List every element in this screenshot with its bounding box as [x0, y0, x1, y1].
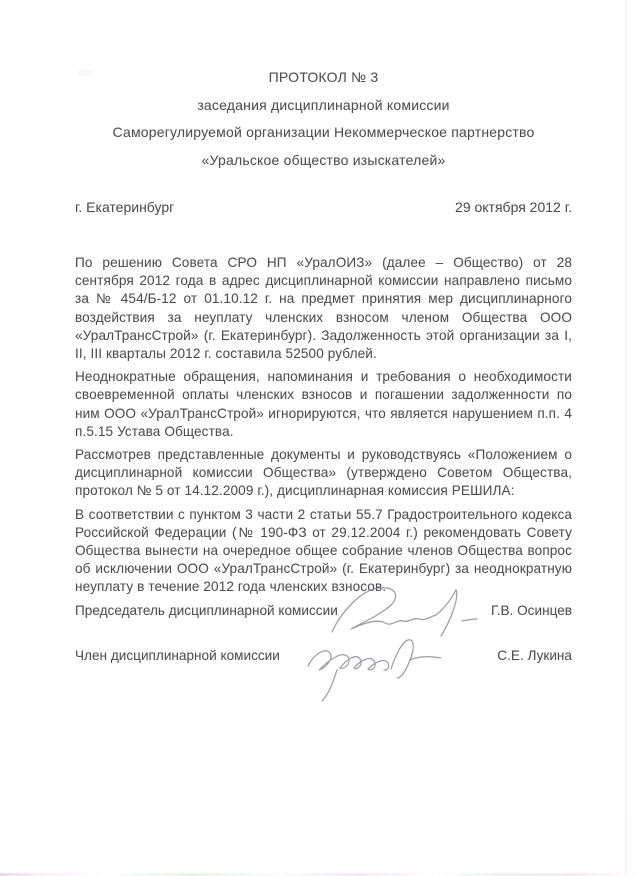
dateline-city: г. Екатеринбург: [75, 199, 175, 215]
signature-row-member: [75, 648, 572, 663]
document-subtitle-commission: заседания дисциплинарной комиссии: [197, 96, 450, 113]
document-header: [75, 64, 572, 174]
document-subtitle-society: «Уральское общество изыскателей»: [201, 151, 446, 168]
dateline: [75, 199, 572, 215]
dateline-date: 29 октября 2012 г.: [455, 199, 572, 215]
paragraph-commission-resolved: Рассмотрев представленные документы и руководствуясь «Положением о дисциплинарной комиссии Общества» (утверждено Советом Общества, протокол № 5 от 14.12.2009 г.), дисциплинарная комиссия РЕШИЛА:: [75, 447, 572, 499]
signature-name-chairman: Г.В. Осинцев: [491, 603, 572, 618]
paragraph-resolution-exclusion: В соответствии с пунктом 3 части 2 статьи 55.7 Градостроительного кодекса Российской Федерации (№ 190-ФЗ от 29.12.2004 г.) рекомендовать Совету Общества вынести на очередное общее собрание членов Общества вопрос об исключении ООО «УралТрансСтрой» (г. Екатеринбург) за неоднократную неуплату в течение 2012 года членских взносов.: [75, 506, 572, 595]
paragraph-decision-letter: По решению Совета СРО НП «УралОИЗ» (далее – Общество) от 28 сентября 2012 года в адрес дисциплинарной комиссии направлено письмо за № 454/Б-12 от 01.10.12 г. на предмет принятия мер дисциплинарного воздействия за неуплату членских взносом членом Общества ООО «УралТрансСтрой» (г. Екатеринбург). Задолженность этой организации за I, II, III кварталы 2012 г. составила 52500 рублей.: [75, 255, 572, 362]
document-body: [75, 254, 572, 602]
document-title: ПРОТОКОЛ № 3: [268, 69, 379, 85]
paragraph-ignored-demands: Неоднократные обращения, напоминания и требования о необходимости своевременной оплаты членских взносов и погашении задолженности по ним ООО «УралТрансСтрой» игнорируются, что является нарушением п.п. 4 п.5.15 Устава Общества.: [75, 369, 572, 439]
scanner-edge-line-right: [625, 0, 627, 876]
signature-name-member: С.Е. Лукина: [497, 648, 572, 663]
scan-smudge-artifact: [78, 70, 92, 76]
document-subtitle-organization: Саморегулируемой организации Некоммерческое партнерство: [112, 124, 535, 140]
member-signature-ink: [292, 634, 452, 704]
signature-row-chairman: [75, 603, 572, 618]
signature-role-member: Член дисциплинарной комиссии: [75, 648, 280, 663]
signature-role-chairman: Председатель дисциплинарной комиссии: [75, 603, 338, 618]
